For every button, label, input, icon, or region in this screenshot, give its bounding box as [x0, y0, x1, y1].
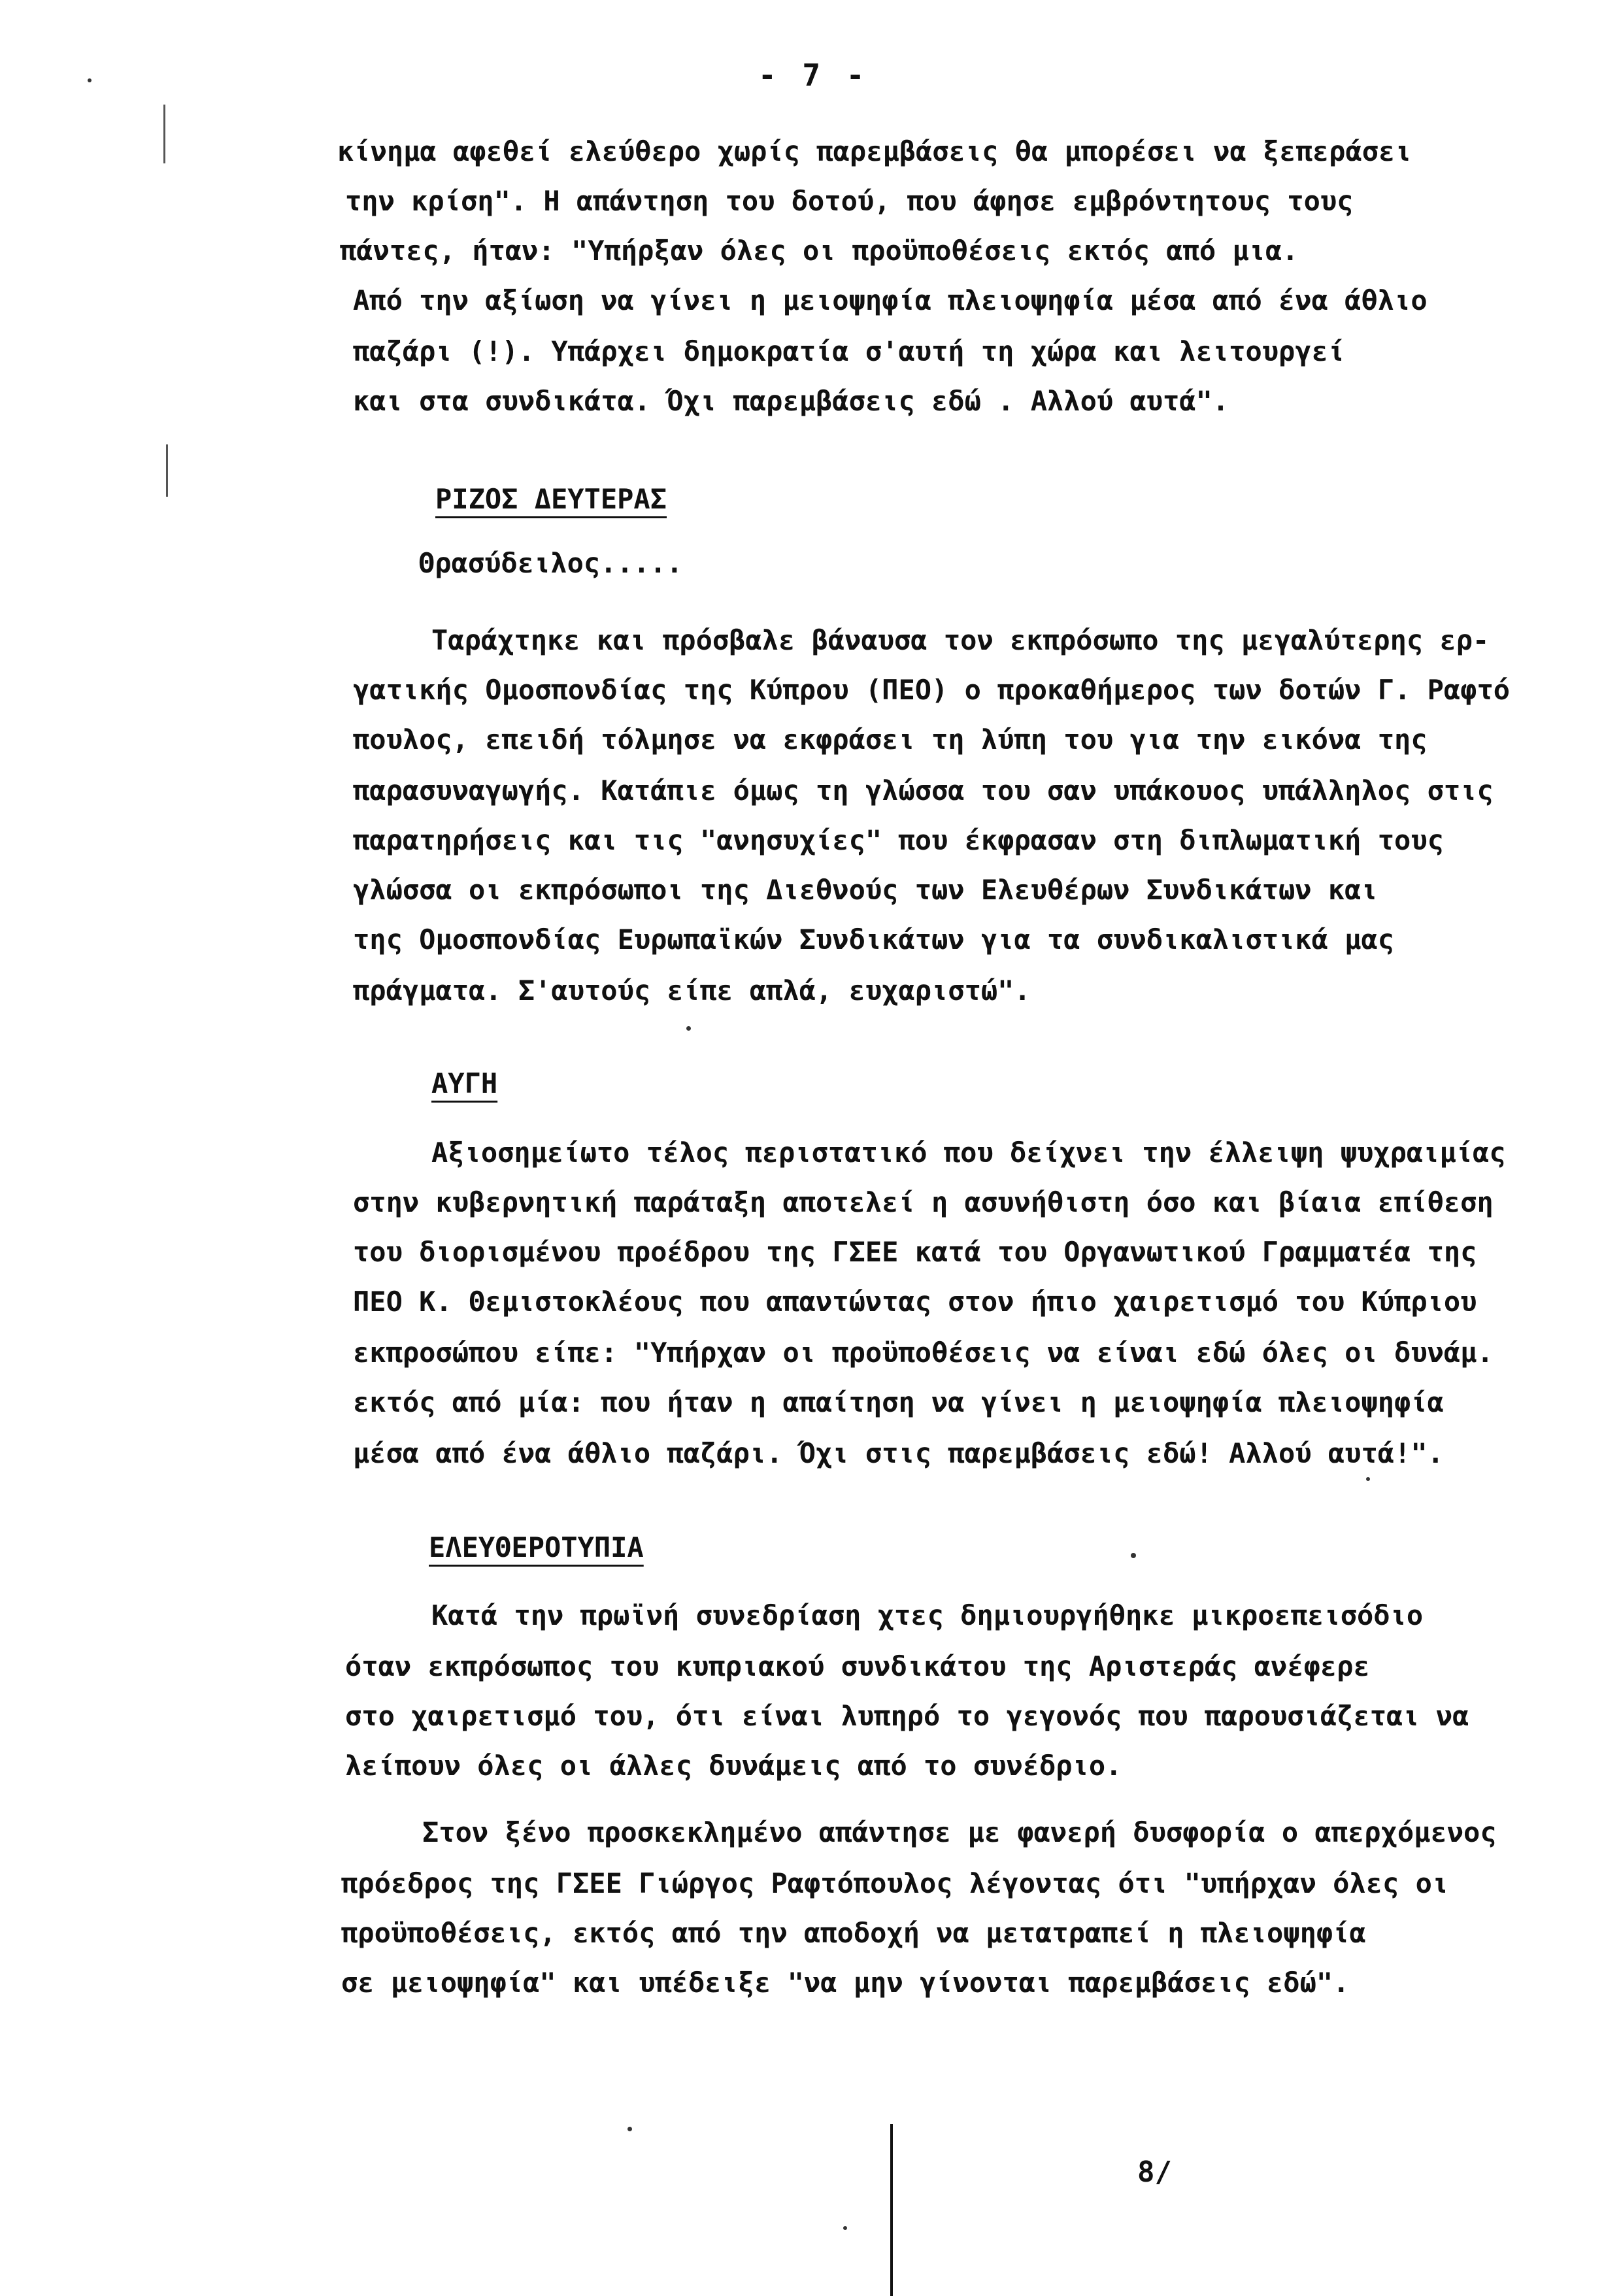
scan-speck: [843, 2226, 847, 2230]
vertical-rule: [890, 2124, 893, 2296]
text-line: του διορισμένου προέδρου της ΓΣΕΕ κατά του Οργανωτικού Γραμματέα της: [353, 1236, 1477, 1268]
section-heading: ΡΙΖΟΣ ΔΕΥΤΕΡΑΣ: [435, 483, 667, 515]
page-number: - 7 -: [758, 58, 869, 93]
text-line: πάντες, ήταν: "Υπήρξαν όλες οι προϋποθέσεις εκτός από μια.: [340, 235, 1299, 267]
text-line: στην κυβερνητική παράταξη αποτελεί η ασυνήθιστη όσο και βίαια επίθεση: [353, 1186, 1494, 1218]
text-line: πράγματα. Σ'αυτούς είπε απλά, ευχαριστώ".: [353, 974, 1031, 1007]
text-line: στο χαιρετισμό του, ότι είναι λυπηρό το γεγονός που παρουσιάζεται να: [345, 1700, 1469, 1732]
scan-speck: [627, 2127, 632, 2131]
text-line: όταν εκπρόσωπος του κυπριακού συνδικάτου της Αριστεράς ανέφερε: [345, 1650, 1370, 1682]
text-line: Κατά την πρωϊνή συνεδρίαση χτες δημιουργήθηκε μικροεπεισόδιο: [431, 1599, 1424, 1631]
text-line: κίνημα αφεθεί ελεύθερο χωρίς παρεμβάσεις θα μπορέσει να ξεπεράσει: [337, 135, 1412, 167]
text-line: την κρίση". Η απάντηση του δοτού, που άφησε εμβρόντητους τους: [345, 185, 1354, 217]
text-line: προϋποθέσεις, εκτός από την αποδοχή να μετατραπεί η πλειοψηφία: [341, 1917, 1366, 1949]
scan-artifact: [163, 105, 165, 163]
text-line: παρατηρήσεις και τις "ανησυχίες" που έκφρασαν στη διπλωματική τους: [353, 824, 1444, 856]
text-line: Αξιοσημείωτο τέλος περιστατικό που δείχνει την έλλειψη ψυχραιμίας: [431, 1137, 1506, 1169]
section-heading: ΑΥΓΗ: [431, 1067, 498, 1099]
text-line: της Ομοσπονδίας Ευρωπαϊκών Συνδικάτων για τα συνδικαλιστικά μας: [353, 923, 1395, 956]
text-line: πουλος, επειδή τόλμησε να εκφράσει τη λύπη του για την εικόνα της: [353, 724, 1428, 756]
text-line: Ταράχτηκε και πρόσβαλε βάναυσα τον εκπρόσωπο της μεγαλύτερης ερ-: [431, 624, 1490, 656]
text-line: μέσα από ένα άθλιο παζάρι. Όχι στις παρεμβάσεις εδώ! Αλλού αυτά!".: [353, 1437, 1444, 1469]
text-line: πρόεδρος της ΓΣΕΕ Γιώργος Ραφτόπουλος λέγοντας ότι "υπήρχαν όλες οι: [341, 1867, 1449, 1899]
text-line: και στα συνδικάτα. Όχι παρεμβάσεις εδώ . Αλλού αυτά".: [353, 385, 1229, 417]
text-line: παρασυναγωγής. Κατάπιε όμως τη γλώσσα του σαν υπάκουος υπάλληλος στις: [353, 774, 1494, 807]
section-subheading: Θρασύδειλος.....: [418, 547, 683, 579]
text-line: εκπροσώπου είπε: "Υπήρχαν οι προϋποθέσεις να είναι εδώ όλες οι δυνάμ.: [353, 1337, 1494, 1369]
scan-speck: [686, 1026, 691, 1031]
text-line: σε μειοψηφία" και υπέδειξε "να μην γίνονται παρεμβάσεις εδώ".: [341, 1967, 1350, 1999]
text-line: Από την αξίωση να γίνει η μειοψηφία πλειοψηφία μέσα από ένα άθλιο: [353, 284, 1428, 316]
scan-speck: [1131, 1553, 1136, 1558]
section-heading: ΕΛΕΥΘΕΡΟΤΥΠΙΑ: [429, 1531, 644, 1563]
text-line: λείπουν όλες οι άλλες δυνάμεις από το συνέδριο.: [345, 1750, 1122, 1782]
text-line: γατικής Ομοσπονδίας της Κύπρου (ΠΕΟ) ο προκαθήμερος των δοτών Γ. Ραφτό: [353, 674, 1511, 706]
text-line: Στον ξένο προσκεκλημένο απάντησε με φανερή δυσφορία ο απερχόμενος: [422, 1816, 1497, 1848]
text-line: εκτός από μία: που ήταν η απαίτηση να γίνει η μειοψηφία πλειοψηφία: [353, 1386, 1444, 1418]
text-line: ΠΕΟ Κ. Θεμιστοκλέους που απαντώντας στον ήπιο χαιρετισμό του Κύπριου: [353, 1286, 1477, 1318]
continuation-marker: 8/: [1137, 2155, 1172, 2189]
scan-speck: [88, 78, 92, 82]
text-line: παζάρι (!). Υπάρχει δημοκρατία σ'αυτή τη χώρα και λειτουργεί: [353, 335, 1345, 367]
scan-artifact: [166, 444, 168, 497]
scan-speck: [1366, 1477, 1370, 1481]
text-line: γλώσσα οι εκπρόσωποι της Διεθνούς των Ελευθέρων Συνδικάτων και: [353, 874, 1378, 906]
